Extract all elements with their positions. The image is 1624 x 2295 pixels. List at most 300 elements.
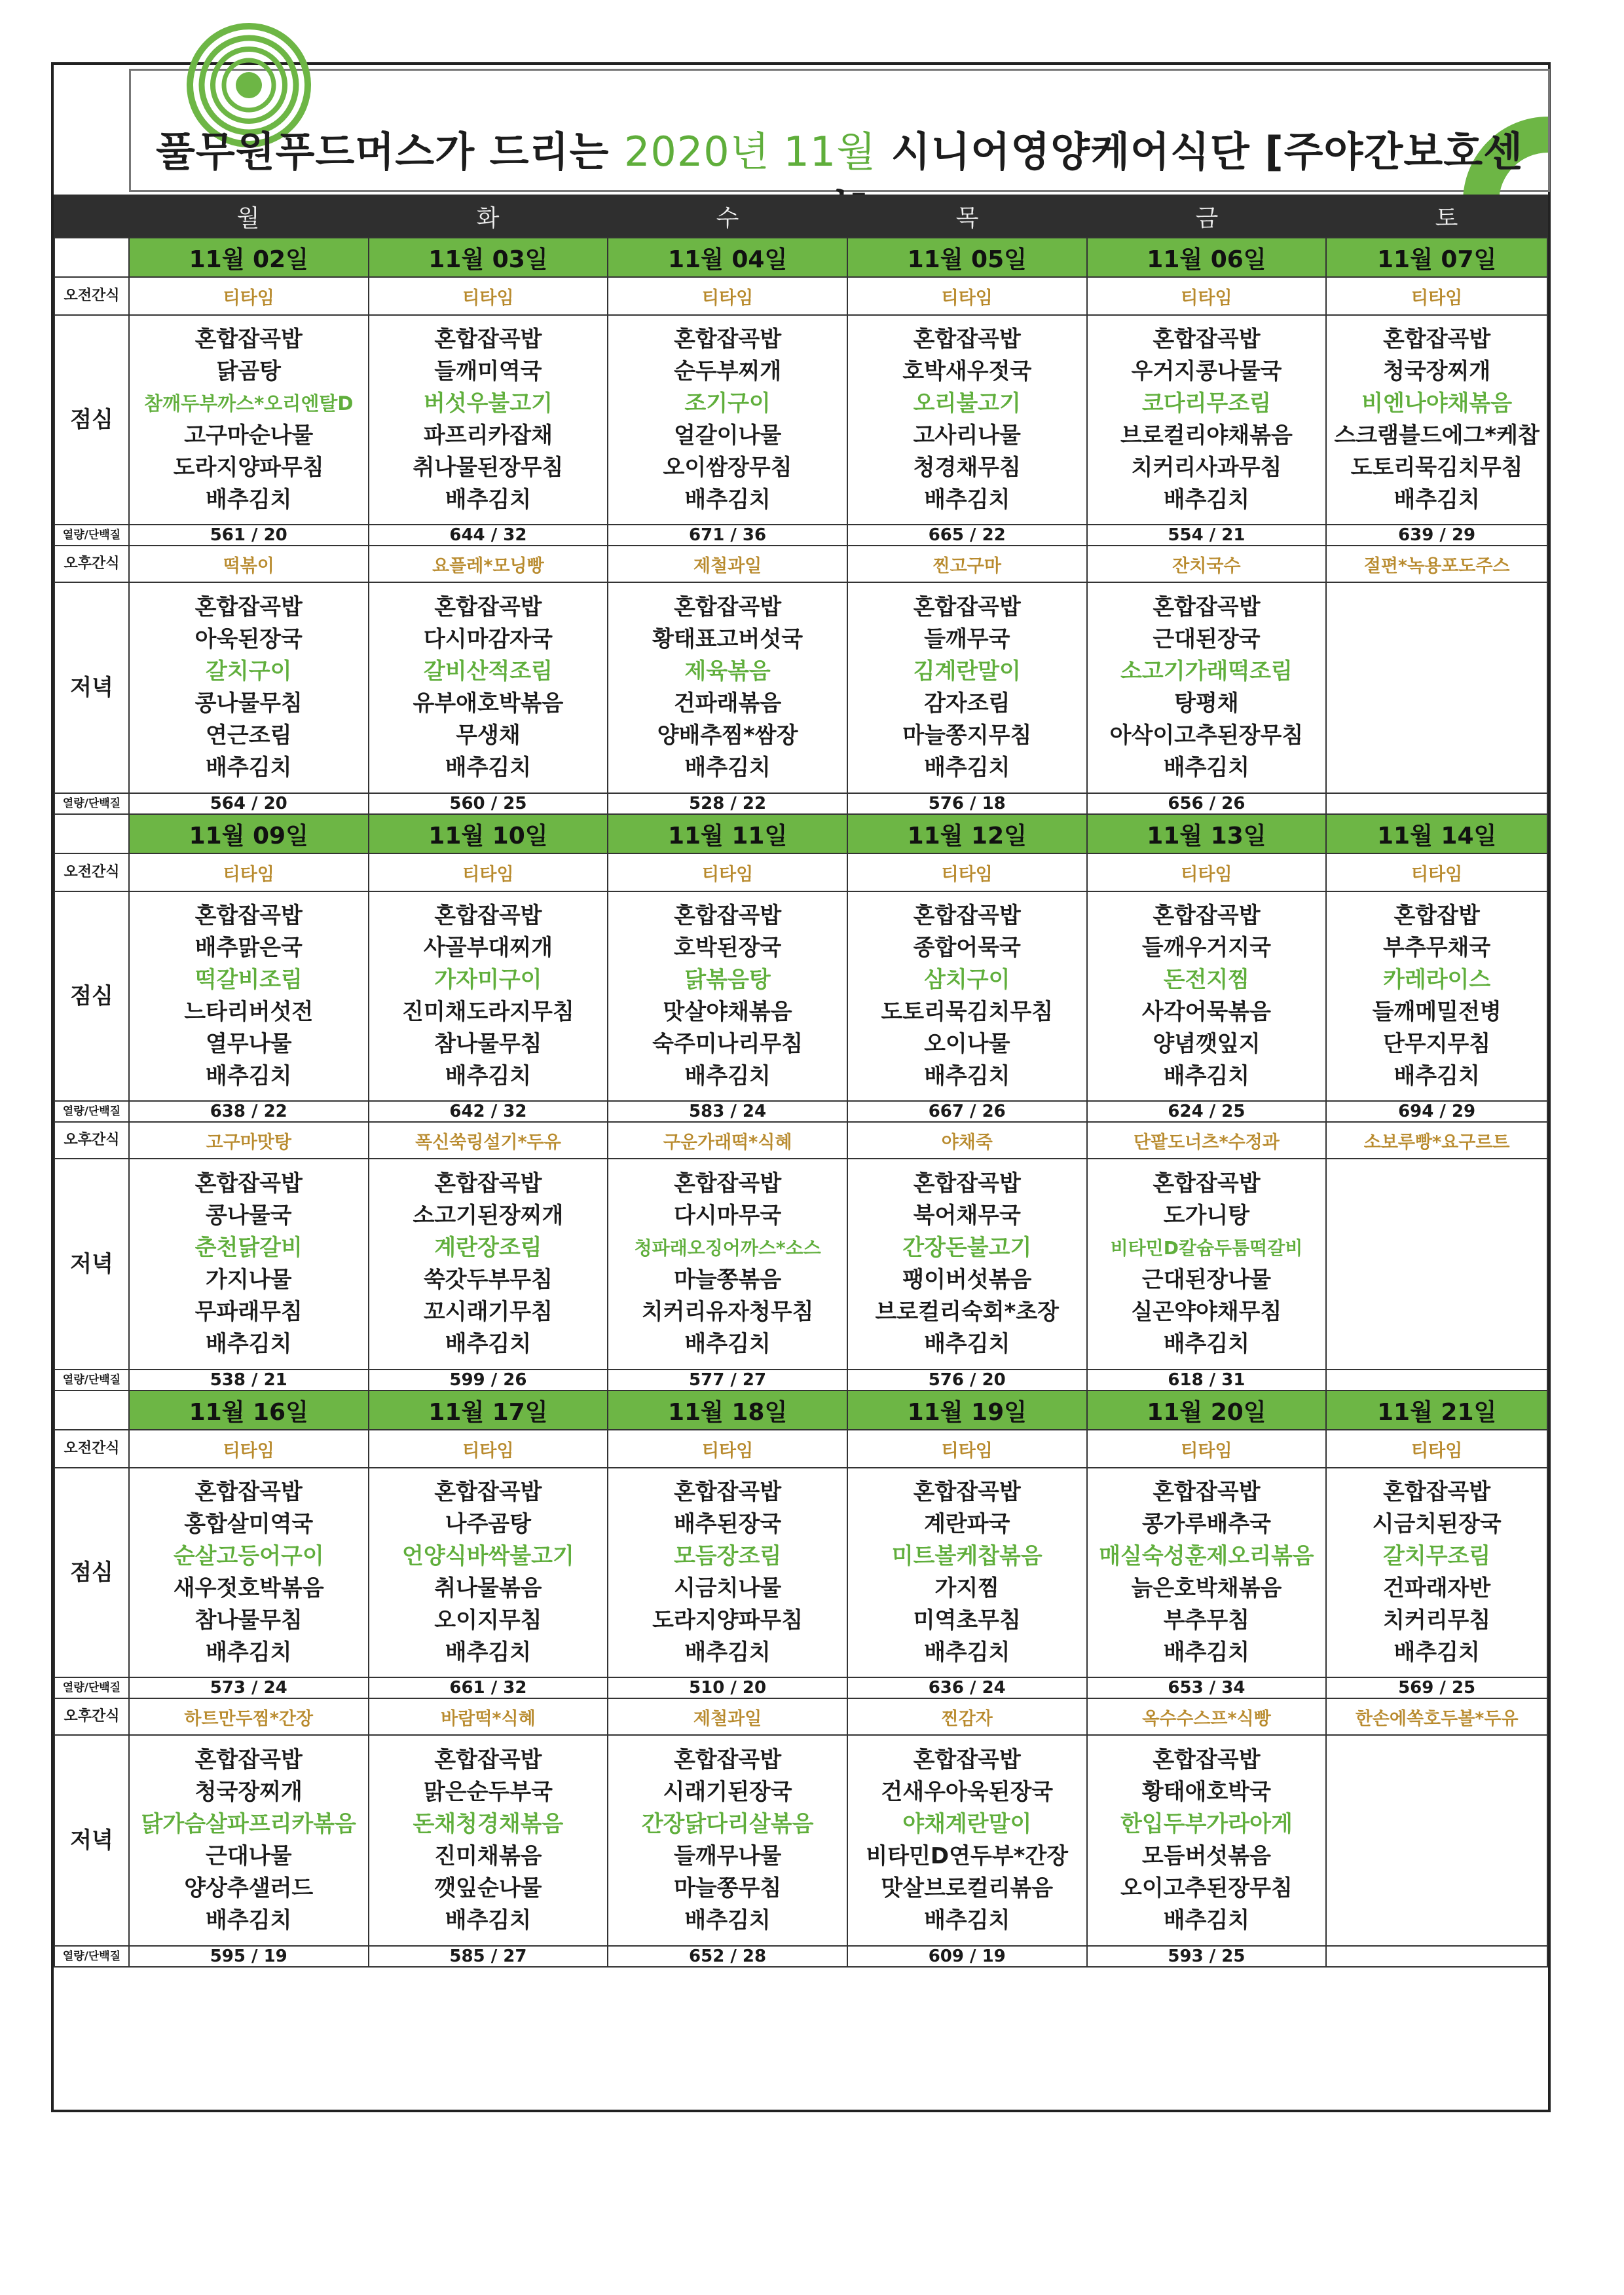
menu-item: 취나물볶음 — [434, 1575, 542, 1601]
dinner-cell — [129, 582, 369, 793]
am-snack-cell: 티타임 — [369, 853, 608, 891]
date-row-spacer — [54, 238, 129, 277]
nutrition-cell: 618 / 31 — [1087, 1370, 1327, 1390]
menu-item: 혼합잡곡밥 — [673, 1747, 782, 1773]
nutrition-cell: 593 / 25 — [1087, 1946, 1327, 1967]
menu-item: 늙은호박채볶음 — [1131, 1575, 1282, 1601]
menu-item: 배추김치 — [1163, 1907, 1250, 1933]
menu-item: 건파래볶음 — [673, 690, 782, 717]
menu-item: 종합어묵국 — [913, 935, 1021, 961]
date-cell: 11월 09일 — [129, 814, 369, 853]
nutrition-cell: 560 / 25 — [369, 793, 608, 814]
date-row — [54, 238, 1547, 277]
menu-item: 취나물된장무침 — [413, 455, 564, 481]
pm-snack-cell: 고구마맛탕 — [129, 1122, 369, 1159]
nutrition-cell: 569 / 25 — [1326, 1677, 1547, 1698]
label-dinner: 저녁 — [54, 1735, 129, 1946]
menu-item: 야채계란말이 — [902, 1811, 1032, 1837]
lunch-cell — [129, 891, 369, 1101]
menu-item: 혼합잡곡밥 — [434, 903, 542, 929]
date-cell: 11월 21일 — [1326, 1390, 1547, 1430]
menu-item: 매실숙성훈제오리볶음 — [1099, 1543, 1314, 1569]
menu-item: 사골부대찌개 — [423, 935, 553, 961]
lunch-row — [54, 1468, 1547, 1677]
nutrition-cell: 576 / 18 — [847, 793, 1087, 814]
date-cell: 11월 07일 — [1326, 238, 1547, 277]
menu-item: 혼합잡곡밥 — [194, 1747, 303, 1773]
label-pm-snack: 오후간식 — [54, 1698, 129, 1735]
menu-item: 간장닭다리살볶음 — [641, 1811, 814, 1837]
date-cell: 11월 19일 — [847, 1390, 1087, 1430]
menu-item: 맛살브로컬리볶음 — [881, 1875, 1054, 1901]
nutrition-cell: 653 / 34 — [1087, 1677, 1327, 1698]
lunch-cell — [847, 315, 1087, 525]
menu-item: 배추김치 — [1163, 755, 1250, 781]
lunch-cell — [1087, 315, 1327, 525]
pm-snack-cell: 요플레*모닝빵 — [369, 546, 608, 582]
menu-item: 무파래무침 — [194, 1299, 303, 1325]
menu-item: 아욱된장국 — [194, 626, 303, 652]
menu-item: 시래기된장국 — [663, 1779, 792, 1805]
pm-snack-cell: 단팥도너츠*수정과 — [1087, 1122, 1327, 1159]
pm-snack-cell: 하트만두찜*간장 — [129, 1698, 369, 1735]
date-cell: 11월 17일 — [369, 1390, 608, 1430]
dinner-row — [54, 1735, 1547, 1946]
lunch-cell — [1087, 1468, 1327, 1677]
lunch-cell — [369, 1468, 608, 1677]
date-cell: 11월 18일 — [608, 1390, 847, 1430]
menu-item: 혼합잡곡밥 — [434, 1479, 542, 1505]
menu-item: 건파래자반 — [1383, 1575, 1491, 1601]
menu-item: 고사리나물 — [913, 422, 1021, 449]
menu-item: 팽이버섯볶음 — [902, 1267, 1032, 1293]
date-row — [54, 1390, 1547, 1430]
dinner-cell — [608, 1159, 847, 1370]
dinner-cell — [369, 1159, 608, 1370]
dinner-cell — [369, 1735, 608, 1946]
lunch-cell — [1087, 891, 1327, 1101]
dinner-cell — [1326, 1735, 1547, 1946]
date-cell: 11월 06일 — [1087, 238, 1327, 277]
am-snack-cell: 티타임 — [129, 853, 369, 891]
nutrition-cell: 624 / 25 — [1087, 1101, 1327, 1122]
menu-item: 갈치무조림 — [1383, 1543, 1491, 1569]
menu-item: 마늘쫑볶음 — [673, 1267, 782, 1293]
nutrition-cell — [1326, 1946, 1547, 1967]
nutrition-cell: 576 / 20 — [847, 1370, 1087, 1390]
title-prefix: 풀무원푸드머스가 드리는 — [155, 128, 610, 176]
nutrition-cell: 577 / 27 — [608, 1370, 847, 1390]
menu-item: 도라지양파무침 — [173, 455, 324, 481]
menu-item: 양상추샐러드 — [184, 1875, 314, 1901]
menu-item: 배추김치 — [1163, 1331, 1250, 1357]
menu-item: 오이고추된장무침 — [1120, 1875, 1293, 1901]
title-month: 2020년 11월 — [623, 128, 877, 176]
pm-snack-cell: 제철과일 — [608, 546, 847, 582]
menu-item: 들깨우거지국 — [1141, 935, 1271, 961]
menu-item: 도가니탕 — [1163, 1203, 1250, 1229]
am-snack-cell: 티타임 — [369, 277, 608, 315]
menu-item: 배추김치 — [1163, 1639, 1250, 1666]
menu-item: 맛살야채볶음 — [663, 999, 792, 1025]
label-am-snack: 오전간식 — [54, 1430, 129, 1468]
lunch-nutrition-row — [54, 525, 1547, 546]
dinner-cell — [1087, 1735, 1327, 1946]
nutrition-cell: 554 / 21 — [1087, 525, 1327, 546]
nutrition-cell: 609 / 19 — [847, 1946, 1087, 1967]
menu-item: 들깨메밀전병 — [1372, 999, 1502, 1025]
label-pm-snack: 오후간식 — [54, 546, 129, 582]
nutrition-cell — [1326, 793, 1547, 814]
am-snack-row — [54, 853, 1547, 891]
menu-item: 혼합잡곡밥 — [1383, 1479, 1491, 1505]
menu-item: 마늘쫑지무침 — [902, 722, 1032, 749]
menu-item: 오이나물 — [924, 1031, 1010, 1057]
menu-item: 혼합잡곡밥 — [1153, 1170, 1261, 1197]
menu-item: 아삭이고추된장무침 — [1109, 722, 1304, 749]
menu-item: 배추김치 — [1393, 1063, 1480, 1089]
menu-item: 배추김치 — [684, 755, 771, 781]
pm-snack-cell: 찐감자 — [847, 1698, 1087, 1735]
menu-item: 양배추찜*쌈장 — [657, 722, 798, 749]
header-banner — [129, 69, 1550, 192]
menu-item: 배추김치 — [924, 1331, 1010, 1357]
menu-item: 배추김치 — [684, 487, 771, 513]
menu-item: 양념깻잎지 — [1153, 1031, 1261, 1057]
menu-item: 춘천닭갈비 — [194, 1235, 303, 1261]
am-snack-row — [54, 277, 1547, 315]
menu-item: 실곤약야채무침 — [1131, 1299, 1282, 1325]
nutrition-cell: 599 / 26 — [369, 1370, 608, 1390]
nutrition-cell: 538 / 21 — [129, 1370, 369, 1390]
date-cell: 11월 14일 — [1326, 814, 1547, 853]
menu-item: 계란파국 — [924, 1511, 1010, 1537]
nutrition-cell: 642 / 32 — [369, 1101, 608, 1122]
meal-plan-table — [54, 237, 1548, 1968]
pm-snack-cell: 폭신쑥링설기*두유 — [369, 1122, 608, 1159]
menu-item: 배추김치 — [206, 487, 292, 513]
date-cell: 11월 11일 — [608, 814, 847, 853]
menu-item: 부추무채국 — [1383, 935, 1491, 961]
menu-item: 코다리무조림 — [1141, 390, 1271, 417]
label-lunch: 점심 — [54, 1468, 129, 1677]
menu-item: 탕평채 — [1174, 690, 1239, 717]
am-snack-cell: 티타임 — [608, 853, 847, 891]
nutrition-cell: 561 / 20 — [129, 525, 369, 546]
dinner-nutrition-row — [54, 1370, 1547, 1390]
menu-item: 혼합잡밥 — [1393, 903, 1480, 929]
menu-item: 미역초무침 — [913, 1607, 1021, 1633]
nutrition-cell: 667 / 26 — [847, 1101, 1087, 1122]
dinner-cell — [847, 582, 1087, 793]
am-snack-cell: 티타임 — [1087, 1430, 1327, 1468]
lunch-cell — [608, 891, 847, 1101]
menu-item: 사각어묵볶음 — [1141, 999, 1271, 1025]
menu-item: 배추김치 — [684, 1063, 771, 1089]
menu-item: 파프리카잡채 — [423, 422, 553, 449]
menu-item: 배추김치 — [1393, 487, 1480, 513]
menu-item: 혼합잡곡밥 — [673, 1170, 782, 1197]
menu-item: 콩가루배추국 — [1141, 1511, 1271, 1537]
menu-item: 혼합잡곡밥 — [194, 1479, 303, 1505]
menu-item: 가지나물 — [206, 1267, 292, 1293]
pm-snack-cell: 절편*녹용포도주스 — [1326, 546, 1547, 582]
am-snack-cell: 티타임 — [847, 1430, 1087, 1468]
menu-item: 계란장조림 — [434, 1235, 542, 1261]
menu-item: 맑은순두부국 — [423, 1779, 553, 1805]
lunch-cell — [129, 315, 369, 525]
menu-item: 배추김치 — [206, 1331, 292, 1357]
menu-item: 혼합잡곡밥 — [194, 594, 303, 620]
menu-item: 치커리무침 — [1383, 1607, 1491, 1633]
menu-item: 혼합잡곡밥 — [913, 326, 1021, 352]
pm-snack-cell: 소보루빵*요구르트 — [1326, 1122, 1547, 1159]
menu-item: 배추김치 — [1163, 1063, 1250, 1089]
label-nutrition: 열량/단백질 — [54, 1946, 129, 1967]
lunch-nutrition-row — [54, 1101, 1547, 1122]
am-snack-cell: 티타임 — [1326, 853, 1547, 891]
menu-item: 혼합잡곡밥 — [434, 1170, 542, 1197]
menu-item: 닭볶음탕 — [684, 967, 771, 993]
menu-item: 숙주미나리무침 — [652, 1031, 803, 1057]
menu-item: 혼합잡곡밥 — [913, 594, 1021, 620]
dinner-cell — [1087, 1159, 1327, 1370]
nutrition-cell: 656 / 26 — [1087, 793, 1327, 814]
nutrition-cell: 573 / 24 — [129, 1677, 369, 1698]
nutrition-cell: 671 / 36 — [608, 525, 847, 546]
am-snack-cell: 티타임 — [608, 277, 847, 315]
menu-item: 언양식바싹불고기 — [402, 1543, 574, 1569]
pm-snack-cell: 제철과일 — [608, 1698, 847, 1735]
menu-item: 배추김치 — [206, 1639, 292, 1666]
menu-item: 떡갈비조림 — [194, 967, 303, 993]
menu-item: 나주곰탕 — [445, 1511, 532, 1537]
menu-item: 꼬시래기무침 — [423, 1299, 553, 1325]
menu-item: 제육볶음 — [684, 658, 771, 684]
am-snack-cell: 티타임 — [129, 1430, 369, 1468]
menu-item: 혼합잡곡밥 — [673, 326, 782, 352]
dinner-row — [54, 582, 1547, 793]
menu-item: 비타민D칼슘두툼떡갈비 — [1110, 1237, 1303, 1259]
menu-item: 혼합잡곡밥 — [194, 1170, 303, 1197]
menu-item: 쑥갓두부무침 — [423, 1267, 553, 1293]
nutrition-cell: 528 / 22 — [608, 793, 847, 814]
menu-item: 혼합잡곡밥 — [194, 903, 303, 929]
pm-snack-cell: 바람떡*식혜 — [369, 1698, 608, 1735]
dinner-nutrition-row — [54, 1946, 1547, 1967]
dinner-cell — [369, 582, 608, 793]
menu-item: 버섯우불고기 — [423, 390, 553, 417]
nutrition-cell — [1326, 1370, 1547, 1390]
menu-item: 닭가슴살파프리카볶음 — [141, 1811, 356, 1837]
menu-item: 가자미구이 — [434, 967, 542, 993]
lunch-cell — [369, 315, 608, 525]
menu-item: 유부애호박볶음 — [413, 690, 564, 717]
menu-item: 혼합잡곡밥 — [673, 1479, 782, 1505]
am-snack-cell: 티타임 — [608, 1430, 847, 1468]
pm-snack-row — [54, 546, 1547, 582]
am-snack-cell: 티타임 — [369, 1430, 608, 1468]
menu-item: 들깨무국 — [924, 626, 1010, 652]
menu-item: 혼합잡곡밥 — [913, 1170, 1021, 1197]
menu-item: 모듬장조림 — [673, 1543, 782, 1569]
weekday-header — [54, 195, 1548, 237]
menu-item: 배추된장국 — [673, 1511, 782, 1537]
label-am-snack: 오전간식 — [54, 853, 129, 891]
dinner-nutrition-row — [54, 793, 1547, 814]
menu-item: 배추김치 — [206, 755, 292, 781]
date-cell: 11월 13일 — [1087, 814, 1327, 853]
dinner-cell — [608, 582, 847, 793]
menu-item: 혼합잡곡밥 — [1383, 326, 1491, 352]
menu-item: 도토리묵김치무침 — [881, 999, 1054, 1025]
menu-item: 배추김치 — [206, 1907, 292, 1933]
nutrition-cell: 585 / 27 — [369, 1946, 608, 1967]
menu-item: 배추김치 — [445, 1907, 532, 1933]
menu-item: 혼합잡곡밥 — [434, 594, 542, 620]
menu-item: 배추김치 — [445, 487, 532, 513]
dinner-cell — [129, 1735, 369, 1946]
menu-item: 다시마무국 — [673, 1203, 782, 1229]
am-snack-cell: 티타임 — [847, 277, 1087, 315]
dinner-row — [54, 1159, 1547, 1370]
menu-item: 김계란말이 — [913, 658, 1021, 684]
nutrition-cell: 636 / 24 — [847, 1677, 1087, 1698]
menu-item: 배추김치 — [445, 1331, 532, 1357]
am-snack-cell: 티타임 — [1326, 277, 1547, 315]
lunch-cell — [1326, 315, 1547, 525]
menu-item: 혼합잡곡밥 — [913, 903, 1021, 929]
lunch-nutrition-row — [54, 1677, 1547, 1698]
pm-snack-cell: 구운가래떡*식혜 — [608, 1122, 847, 1159]
menu-item: 미트볼케찹볶음 — [891, 1543, 1043, 1569]
pm-snack-row — [54, 1122, 1547, 1159]
menu-item: 배추김치 — [445, 1639, 532, 1666]
menu-item: 무생채 — [456, 722, 521, 749]
menu-item: 배추김치 — [1163, 487, 1250, 513]
menu-item: 들깨무나물 — [673, 1843, 782, 1869]
menu-item: 참나물무침 — [194, 1607, 303, 1633]
am-snack-cell: 티타임 — [1087, 853, 1327, 891]
nutrition-cell: 652 / 28 — [608, 1946, 847, 1967]
menu-item: 배추김치 — [684, 1639, 771, 1666]
am-snack-cell: 티타임 — [1087, 277, 1327, 315]
dinner-cell — [1326, 1159, 1547, 1370]
menu-item: 조기구이 — [684, 390, 771, 417]
label-lunch: 점심 — [54, 891, 129, 1101]
menu-item: 갈치구이 — [206, 658, 292, 684]
lunch-cell — [608, 315, 847, 525]
dinner-cell — [1087, 582, 1327, 793]
menu-item: 돈채청경채볶음 — [413, 1811, 564, 1837]
menu-item: 진미채볶음 — [434, 1843, 542, 1869]
pm-snack-row — [54, 1698, 1547, 1735]
label-dinner: 저녁 — [54, 582, 129, 793]
menu-item: 카레라이스 — [1383, 967, 1491, 993]
menu-item: 근대된장국 — [1153, 626, 1261, 652]
menu-item: 호박새우젓국 — [902, 358, 1032, 384]
menu-item: 마늘쫑무침 — [673, 1875, 782, 1901]
nutrition-cell: 661 / 32 — [369, 1677, 608, 1698]
menu-item: 시금치나물 — [673, 1575, 782, 1601]
menu-item: 참나물무침 — [434, 1031, 542, 1057]
menu-item: 진미채도라지무침 — [402, 999, 574, 1025]
menu-item: 닭곰탕 — [216, 358, 282, 384]
menu-item: 혼합잡곡밥 — [194, 326, 303, 352]
day-thursday: 목 — [955, 205, 979, 232]
menu-item: 근대나물 — [206, 1843, 292, 1869]
menu-item: 건새우아욱된장국 — [881, 1779, 1054, 1805]
menu-item: 다시마감자국 — [423, 626, 553, 652]
pm-snack-cell: 떡볶이 — [129, 546, 369, 582]
menu-item: 모듬버섯볶음 — [1141, 1843, 1271, 1869]
dinner-cell — [847, 1159, 1087, 1370]
label-lunch: 점심 — [54, 315, 129, 525]
nutrition-cell: 644 / 32 — [369, 525, 608, 546]
lunch-cell — [608, 1468, 847, 1677]
nutrition-cell: 564 / 20 — [129, 793, 369, 814]
menu-item: 청국장찌개 — [194, 1779, 303, 1805]
menu-item: 혼합잡곡밥 — [1153, 594, 1261, 620]
date-cell: 11월 03일 — [369, 238, 608, 277]
label-am-snack: 오전간식 — [54, 277, 129, 315]
menu-item: 콩나물무침 — [194, 690, 303, 717]
menu-item: 배추김치 — [924, 487, 1010, 513]
menu-item: 열무나물 — [206, 1031, 292, 1057]
dinner-cell — [1326, 582, 1547, 793]
pm-snack-cell: 한손에쏙호두볼*두유 — [1326, 1698, 1547, 1735]
menu-item: 혼합잡곡밥 — [1153, 1479, 1261, 1505]
date-row — [54, 814, 1547, 853]
menu-item: 근대된장나물 — [1141, 1267, 1271, 1293]
date-row-spacer — [54, 1390, 129, 1430]
date-cell: 11월 12일 — [847, 814, 1087, 853]
day-monday: 월 — [236, 205, 260, 232]
menu-item: 오리불고기 — [913, 390, 1021, 417]
menu-item: 감자조림 — [924, 690, 1010, 717]
menu-item: 갈비산적조림 — [423, 658, 553, 684]
label-dinner: 저녁 — [54, 1159, 129, 1370]
menu-item: 혼합잡곡밥 — [1153, 903, 1261, 929]
menu-item: 새우젓호박볶음 — [173, 1575, 324, 1601]
lunch-cell — [1326, 891, 1547, 1101]
day-friday: 금 — [1195, 205, 1219, 232]
title-suffix: 시니어영양케어식단 [주야간보호센 — [891, 128, 1524, 176]
menu-item: 황태표고버섯국 — [652, 626, 803, 652]
menu-item: 배추김치 — [206, 1063, 292, 1089]
date-cell: 11월 05일 — [847, 238, 1087, 277]
menu-item: 순두부찌개 — [673, 358, 782, 384]
lunch-cell — [1326, 1468, 1547, 1677]
lunch-row — [54, 315, 1547, 525]
menu-item: 도라지양파무침 — [652, 1607, 803, 1633]
date-cell: 11월 04일 — [608, 238, 847, 277]
menu-item: 삼치구이 — [924, 967, 1010, 993]
menu-item: 단무지무침 — [1383, 1031, 1491, 1057]
date-row-spacer — [54, 814, 129, 853]
nutrition-cell: 510 / 20 — [608, 1677, 847, 1698]
menu-item: 호박된장국 — [673, 935, 782, 961]
lunch-row — [54, 891, 1547, 1101]
menu-item: 깻잎순나물 — [434, 1875, 542, 1901]
nutrition-cell: 639 / 29 — [1326, 525, 1547, 546]
date-cell: 11월 10일 — [369, 814, 608, 853]
menu-item: 얼갈이나물 — [673, 422, 782, 449]
dinner-cell — [847, 1735, 1087, 1946]
dinner-cell — [129, 1159, 369, 1370]
menu-item: 돈전지찜 — [1163, 967, 1250, 993]
day-tuesday: 화 — [476, 205, 500, 232]
